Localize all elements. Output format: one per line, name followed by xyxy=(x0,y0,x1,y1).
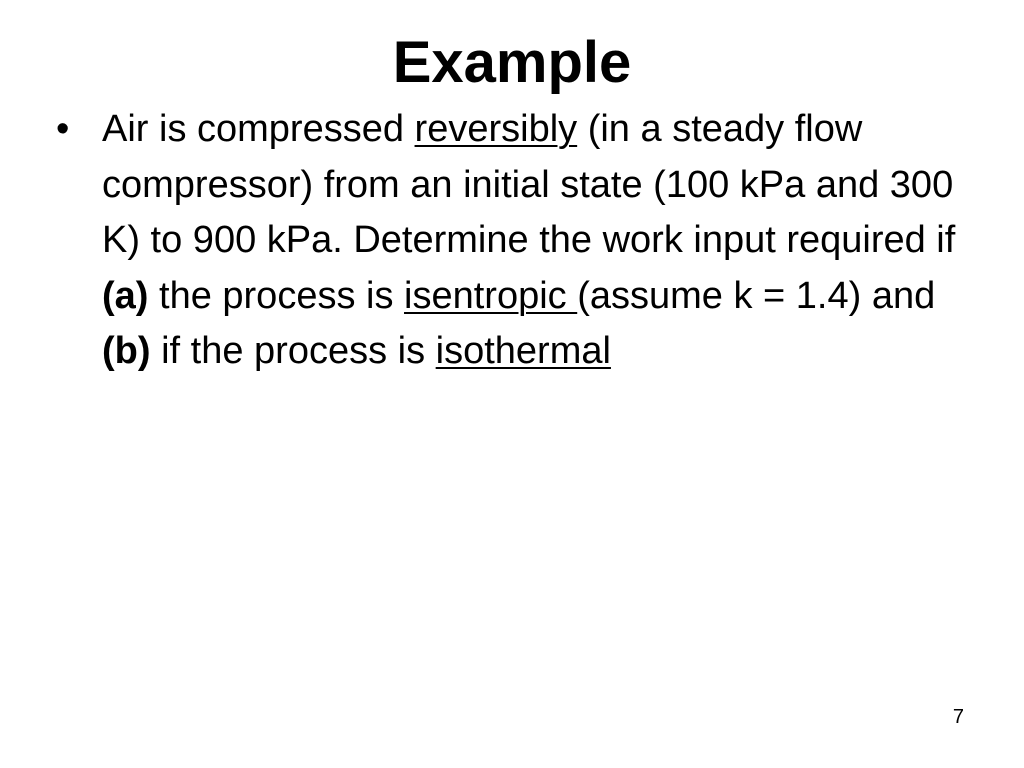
bold-label-b: (b) xyxy=(102,330,151,372)
underlined-term-isothermal: isothermal xyxy=(435,330,611,372)
slide-title: Example xyxy=(392,30,632,95)
underlined-term-isentropic: isentropic xyxy=(404,274,578,317)
underlined-term-reversibly: reversibly xyxy=(414,108,578,150)
text-segment: the process is xyxy=(148,274,405,317)
text-segment: (assume k = 1.4) and xyxy=(577,274,936,317)
text-segment: Air is compressed xyxy=(102,108,415,150)
text-segment: if the process is xyxy=(150,330,436,372)
bullet-dot: • xyxy=(56,108,70,150)
text-segment: (in a steady flow compressor) from an initial state (100 kPa and 300 K) to 900 kPa. Determine the work input required if xyxy=(102,108,956,261)
bold-label-a: (a) xyxy=(102,274,149,317)
bullet-item xyxy=(56,102,986,380)
page-number: 7 xyxy=(952,706,964,728)
bullet-text xyxy=(102,102,986,380)
